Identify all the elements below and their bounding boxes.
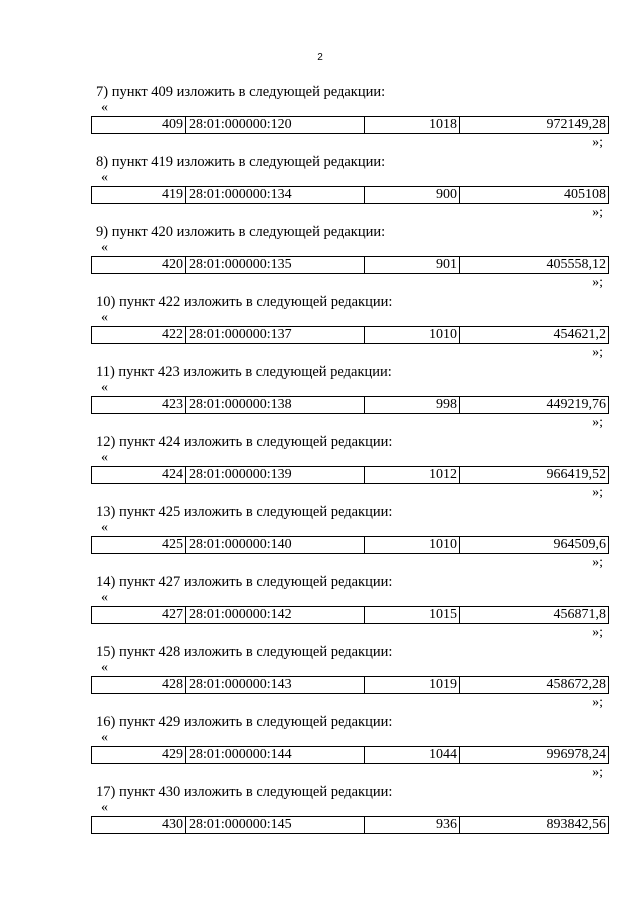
table-row (92, 467, 609, 484)
record-table (91, 396, 609, 414)
area-cell: 1010 (365, 327, 460, 344)
table-row (92, 817, 609, 834)
opening-quote: « (101, 310, 108, 325)
value-cell: 964509,6 (460, 537, 609, 554)
cadastral-number-cell: 28:01:000000:138 (186, 397, 365, 414)
item-number-cell: 409 (92, 117, 186, 134)
value-cell: 405558,12 (460, 257, 609, 274)
area-cell: 1012 (365, 467, 460, 484)
amendment-heading: 11) пункт 423 изложить в следующей редакции: (96, 364, 392, 380)
area-cell: 1019 (365, 677, 460, 694)
value-cell: 456871,8 (460, 607, 609, 624)
amendment-heading: 8) пункт 419 изложить в следующей редакции: (96, 154, 386, 170)
area-cell: 901 (365, 257, 460, 274)
opening-quote: « (101, 100, 108, 115)
cadastral-number-cell: 28:01:000000:143 (186, 677, 365, 694)
area-cell: 1018 (365, 117, 460, 134)
amendment-heading: 7) пункт 409 изложить в следующей редакции: (96, 84, 386, 100)
table-row (92, 537, 609, 554)
value-cell: 405108 (460, 187, 609, 204)
value-cell: 893842,56 (460, 817, 609, 834)
amendment-heading: 12) пункт 424 изложить в следующей редакции: (96, 434, 393, 450)
record-table (91, 746, 609, 764)
item-number-cell: 430 (92, 817, 186, 834)
closing-quote: »; (592, 275, 603, 290)
value-cell: 972149,28 (460, 117, 609, 134)
record-table (91, 466, 609, 484)
area-cell: 1015 (365, 607, 460, 624)
opening-quote: « (101, 240, 108, 255)
table-row (92, 187, 609, 204)
closing-quote: »; (592, 625, 603, 640)
closing-quote: »; (592, 695, 603, 710)
value-cell: 996978,24 (460, 747, 609, 764)
record-table (91, 186, 609, 204)
opening-quote: « (101, 590, 108, 605)
cadastral-number-cell: 28:01:000000:139 (186, 467, 365, 484)
value-cell: 966419,52 (460, 467, 609, 484)
opening-quote: « (101, 800, 108, 815)
area-cell: 1010 (365, 537, 460, 554)
item-number-cell: 425 (92, 537, 186, 554)
opening-quote: « (101, 660, 108, 675)
closing-quote: »; (592, 205, 603, 220)
cadastral-number-cell: 28:01:000000:144 (186, 747, 365, 764)
cadastral-number-cell: 28:01:000000:135 (186, 257, 365, 274)
table-row (92, 257, 609, 274)
item-number-cell: 424 (92, 467, 186, 484)
item-number-cell: 423 (92, 397, 186, 414)
cadastral-number-cell: 28:01:000000:140 (186, 537, 365, 554)
record-table (91, 816, 609, 834)
table-row (92, 607, 609, 624)
opening-quote: « (101, 380, 108, 395)
table-row (92, 117, 609, 134)
area-cell: 936 (365, 817, 460, 834)
table-row (92, 677, 609, 694)
item-number-cell: 428 (92, 677, 186, 694)
record-table (91, 606, 609, 624)
closing-quote: »; (592, 765, 603, 780)
page-number: 2 (317, 52, 323, 63)
opening-quote: « (101, 450, 108, 465)
cadastral-number-cell: 28:01:000000:134 (186, 187, 365, 204)
closing-quote: »; (592, 135, 603, 150)
record-table (91, 116, 609, 134)
closing-quote: »; (592, 485, 603, 500)
amendment-heading: 13) пункт 425 изложить в следующей редакции: (96, 504, 393, 520)
closing-quote: »; (592, 415, 603, 430)
amendment-heading: 10) пункт 422 изложить в следующей редакции: (96, 294, 393, 310)
opening-quote: « (101, 730, 108, 745)
item-number-cell: 427 (92, 607, 186, 624)
item-number-cell: 429 (92, 747, 186, 764)
area-cell: 900 (365, 187, 460, 204)
value-cell: 458672,28 (460, 677, 609, 694)
cadastral-number-cell: 28:01:000000:145 (186, 817, 365, 834)
value-cell: 449219,76 (460, 397, 609, 414)
area-cell: 1044 (365, 747, 460, 764)
table-row (92, 747, 609, 764)
record-table (91, 676, 609, 694)
table-row (92, 327, 609, 344)
record-table (91, 256, 609, 274)
amendment-heading: 15) пункт 428 изложить в следующей редакции: (96, 644, 393, 660)
item-number-cell: 419 (92, 187, 186, 204)
value-cell: 454621,2 (460, 327, 609, 344)
amendment-heading: 14) пункт 427 изложить в следующей редакции: (96, 574, 393, 590)
cadastral-number-cell: 28:01:000000:137 (186, 327, 365, 344)
amendment-heading: 9) пункт 420 изложить в следующей редакции: (96, 224, 386, 240)
cadastral-number-cell: 28:01:000000:142 (186, 607, 365, 624)
opening-quote: « (101, 520, 108, 535)
closing-quote: »; (592, 345, 603, 360)
table-row (92, 397, 609, 414)
item-number-cell: 422 (92, 327, 186, 344)
record-table (91, 536, 609, 554)
item-number-cell: 420 (92, 257, 186, 274)
closing-quote: »; (592, 555, 603, 570)
amendment-heading: 16) пункт 429 изложить в следующей редакции: (96, 714, 393, 730)
amendment-heading: 17) пункт 430 изложить в следующей редакции: (96, 784, 393, 800)
record-table (91, 326, 609, 344)
opening-quote: « (101, 170, 108, 185)
area-cell: 998 (365, 397, 460, 414)
cadastral-number-cell: 28:01:000000:120 (186, 117, 365, 134)
